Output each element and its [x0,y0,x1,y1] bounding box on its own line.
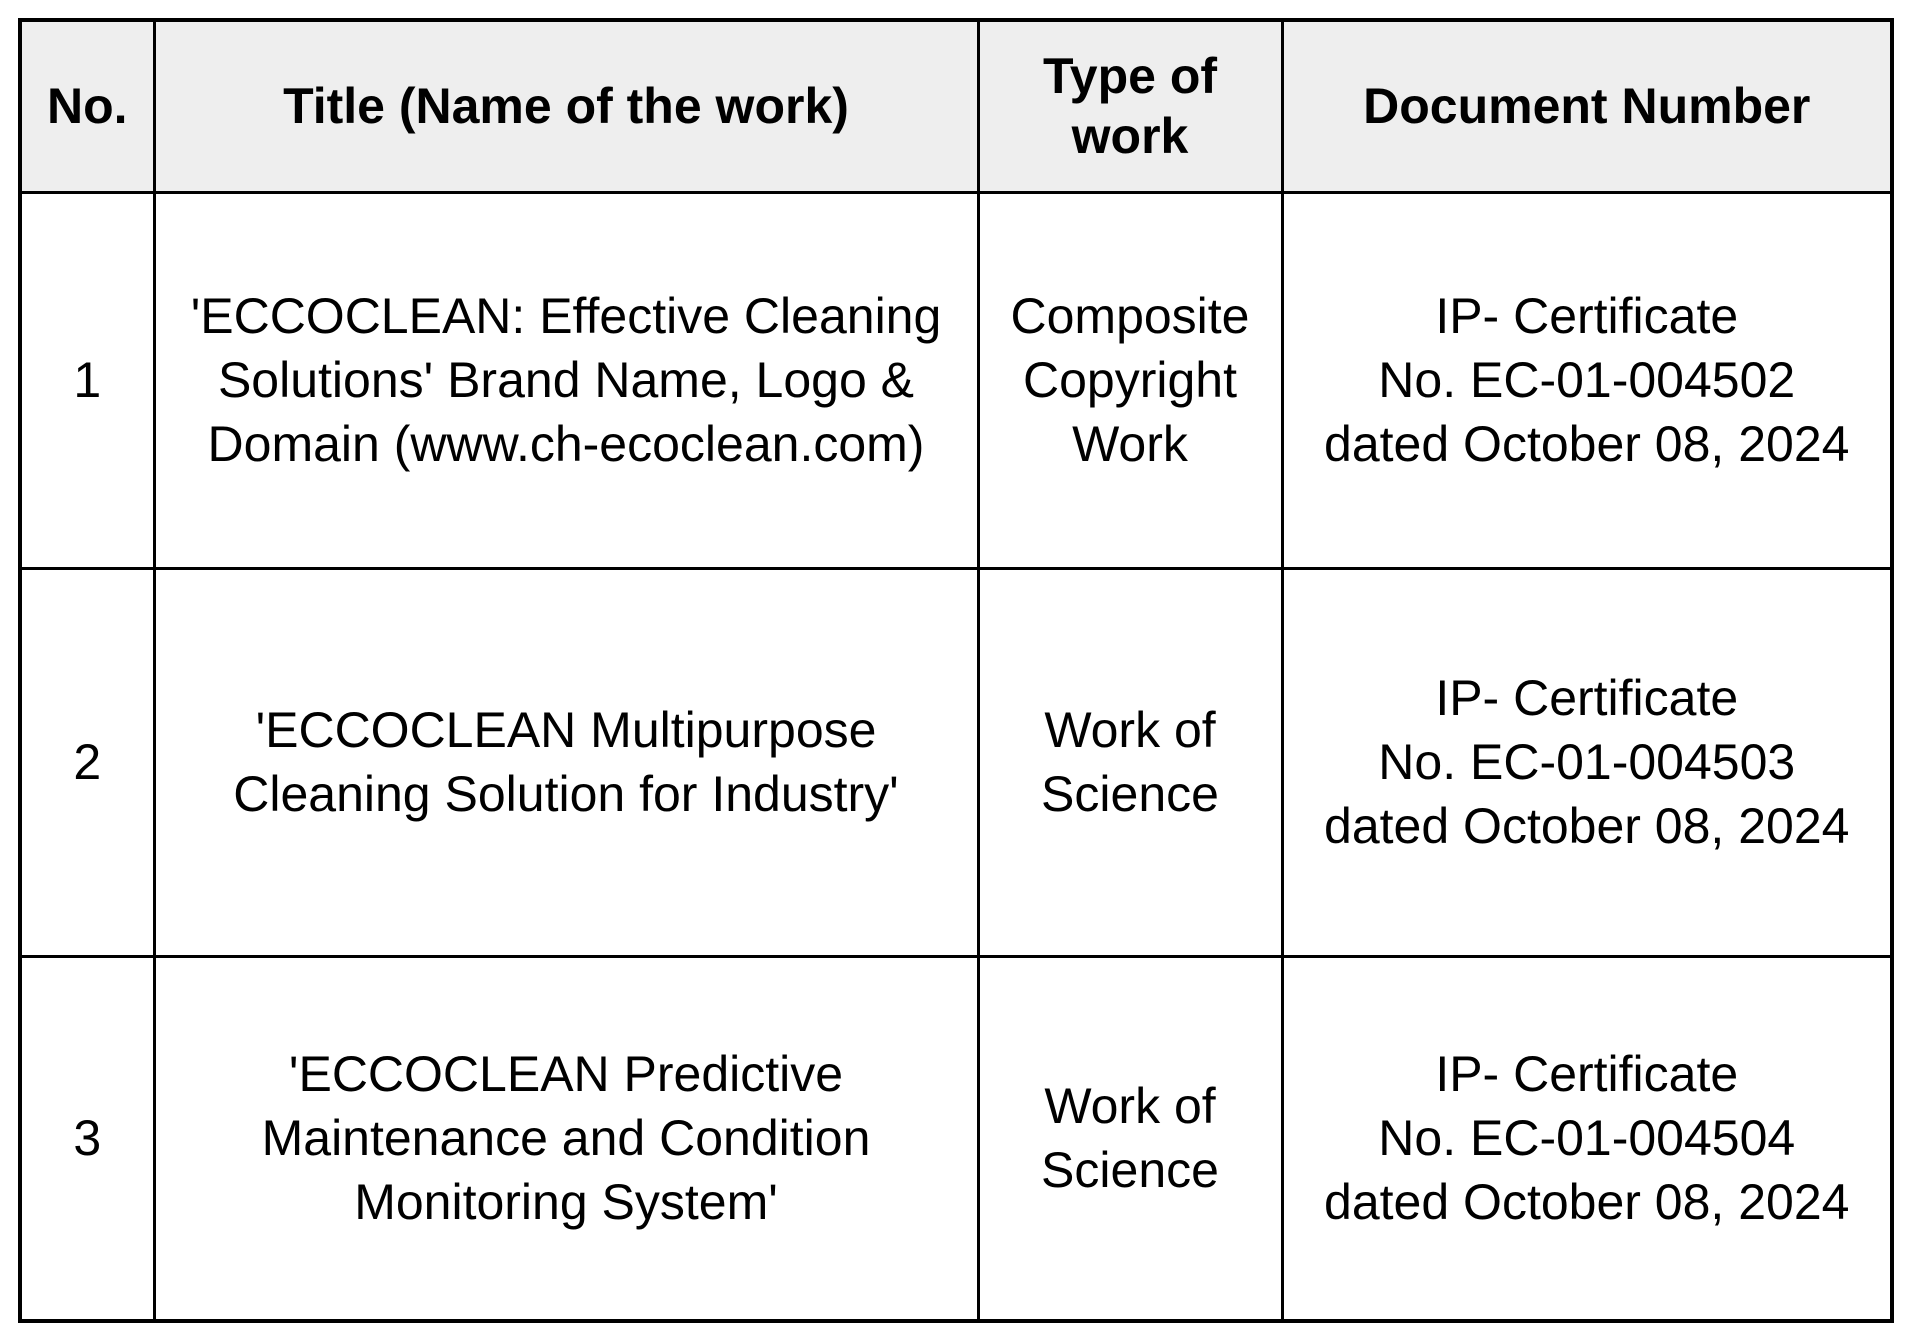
cell-type: Work of Science [978,956,1282,1321]
cell-no: 2 [20,568,154,956]
cell-title: 'ECCOCLEAN Predictive Maintenance and Condition Monitoring System' [154,956,978,1321]
table-body [20,192,1892,1321]
table-row [20,192,1892,568]
cell-document-number: IP- Certificate No. EC-01-004503 dated October 08, 2024 [1282,568,1892,956]
header-no: No. [20,20,154,192]
header-row [20,20,1892,192]
cell-document-number: IP- Certificate No. EC-01-004504 dated October 08, 2024 [1282,956,1892,1321]
cell-type: Work of Science [978,568,1282,956]
cell-title: 'ECCOCLEAN Multipurpose Cleaning Solution for Industry' [154,568,978,956]
table-header [20,20,1892,192]
header-document-number: Document Number [1282,20,1892,192]
header-title: Title (Name of the work) [154,20,978,192]
header-type: Type of work [978,20,1282,192]
works-table [18,18,1894,1323]
table-row [20,568,1892,956]
cell-type: Composite Copyright Work [978,192,1282,568]
cell-no: 3 [20,956,154,1321]
cell-no: 1 [20,192,154,568]
cell-title: 'ECCOCLEAN: Effective Cleaning Solutions' Brand Name, Logo & Domain (www.ch-ecoclean.com) [154,192,978,568]
cell-document-number: IP- Certificate No. EC-01-004502 dated October 08, 2024 [1282,192,1892,568]
table-row [20,956,1892,1321]
